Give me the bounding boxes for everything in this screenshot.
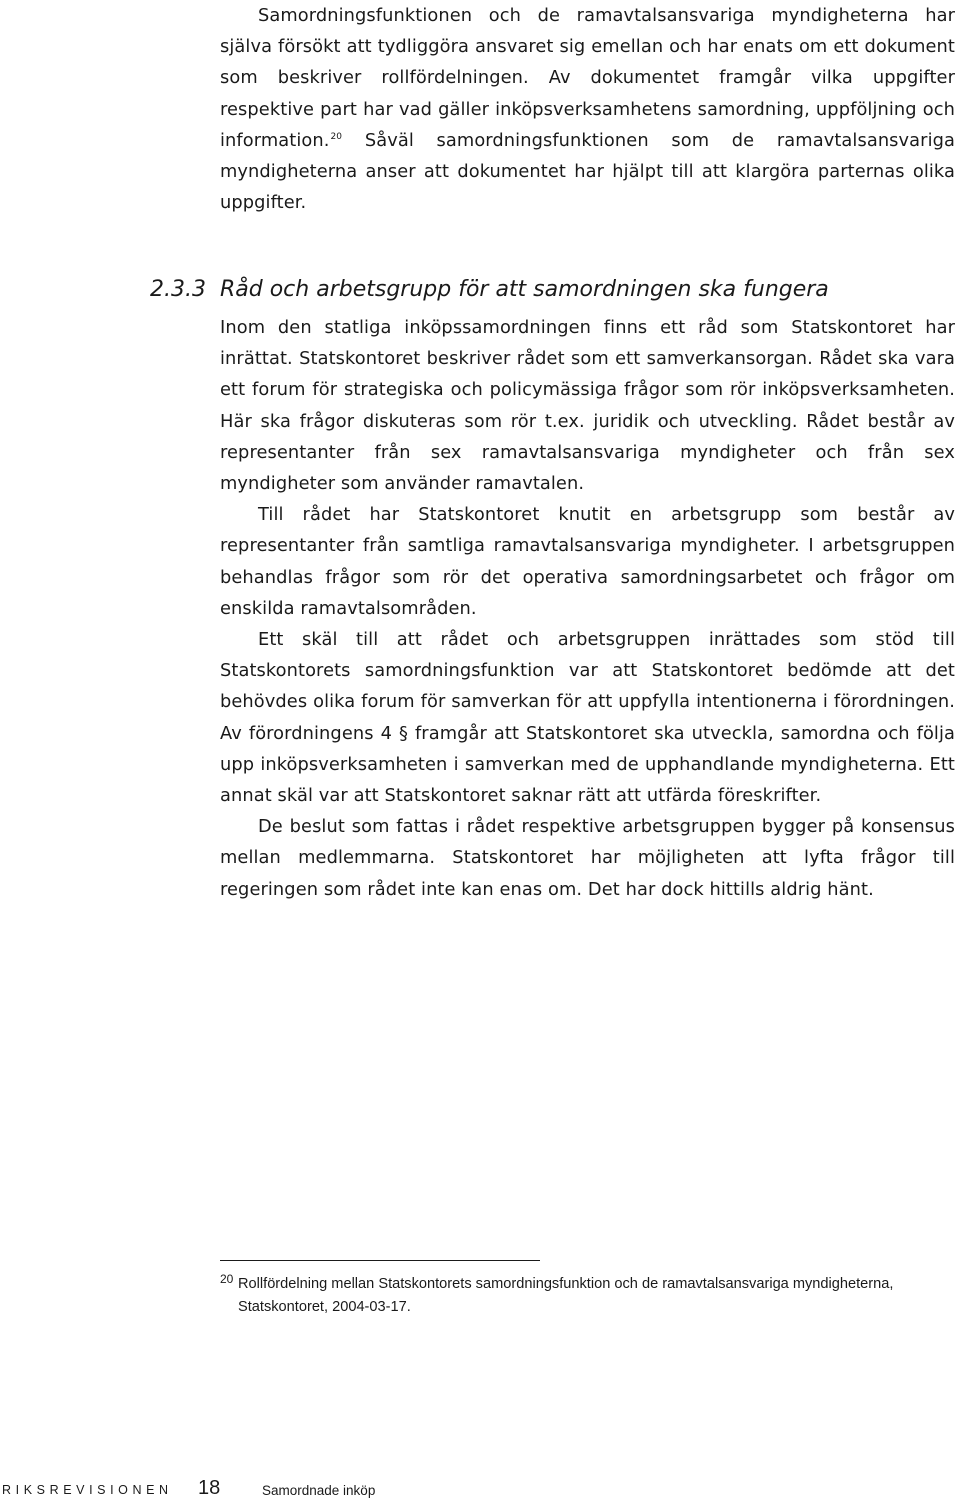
footnote-number: 20 xyxy=(220,1272,234,1286)
footnote-text: Rollfördelning mellan Statskontorets samordningsfunktion och de ramavtalsansvariga myndigheterna, Statskontoret, 2004-03-17. xyxy=(238,1276,894,1315)
intro-paragraph xyxy=(220,0,955,218)
page-number: 18 xyxy=(198,1477,221,1499)
footnote-divider xyxy=(220,1260,540,1261)
footer-report-title: Samordnade inköp xyxy=(262,1483,376,1498)
section-body xyxy=(220,312,955,905)
section-number: 2.3.3 xyxy=(150,277,206,302)
section-heading: Råd och arbetsgrupp för att samordningen ska fungera xyxy=(220,277,829,302)
footer-organization: RIKSREVISIONEN xyxy=(2,1483,173,1497)
section-paragraph-4: De beslut som fattas i rådet respektive arbetsgruppen bygger på konsensus mellan medlemmarna. Statskontoret har möjligheten att lyfta frågor till regeringen som rådet inte kan enas om. Det har dock hittills aldrig hänt. xyxy=(220,816,955,900)
section-paragraph-2: Till rådet har Statskontoret knutit en arbetsgrupp som består av representanter från samtliga ramavtalsansvariga myndigheter. I arbetsgruppen behandlas frågor som rör det operativa samordningsarbetet och frågor om enskilda ramavtalsområden. xyxy=(220,504,955,619)
section-paragraph-1: Inom den statliga inköpssamordningen finns ett råd som Statskontoret har inrättat. Statskontoret beskriver rådet som ett samverkansorgan. Rådet ska vara ett forum för strategiska och policymässiga frågor som rör inköpsverksamheten. Här ska frågor diskuteras som rör t.ex. juridik och utveckling. Rådet består av representanter från sex ramavtalsansvariga myndigheter och från sex myndigheter som använder ramavtalen. xyxy=(220,317,955,495)
footnote-reference[interactable]: 20 xyxy=(330,131,343,142)
footnote xyxy=(220,1273,960,1319)
section-paragraph-3: Ett skäl till att rådet och arbetsgruppen inrättades som stöd till Statskontorets samordningsfunktion var att Statskontoret bedömde att det behövdes olika forum för samverkan för att uppfylla intentionerna i förordningen. Av förordningens 4 § framgår att Statskontoret ska utveckla, samordna och följa upp inköpsverksamheten i samverkan med de upphandlande myndigheterna. Ett annat skäl var att Statskontoret saknar rätt att utfärda föreskrifter. xyxy=(220,629,955,807)
intro-text-continued: Såväl samordningsfunktionen som de ramavtalsansvariga myndigheterna anser att dokumentet har hjälpt till att klargöra parternas olika uppgifter. xyxy=(220,129,955,214)
intro-text: Samordningsfunktionen och de ramavtalsansvariga myndigheterna har själva försökt att tydliggöra ansvaret sig emellan och har enats om ett dokument som beskriver rollfördelningen. Av dokumentet framgår vilka uppgifter respektive part har vad gäller inköpsverksamhetens samordning, uppföljning och information. xyxy=(220,5,955,151)
page-footer xyxy=(0,1477,960,1501)
